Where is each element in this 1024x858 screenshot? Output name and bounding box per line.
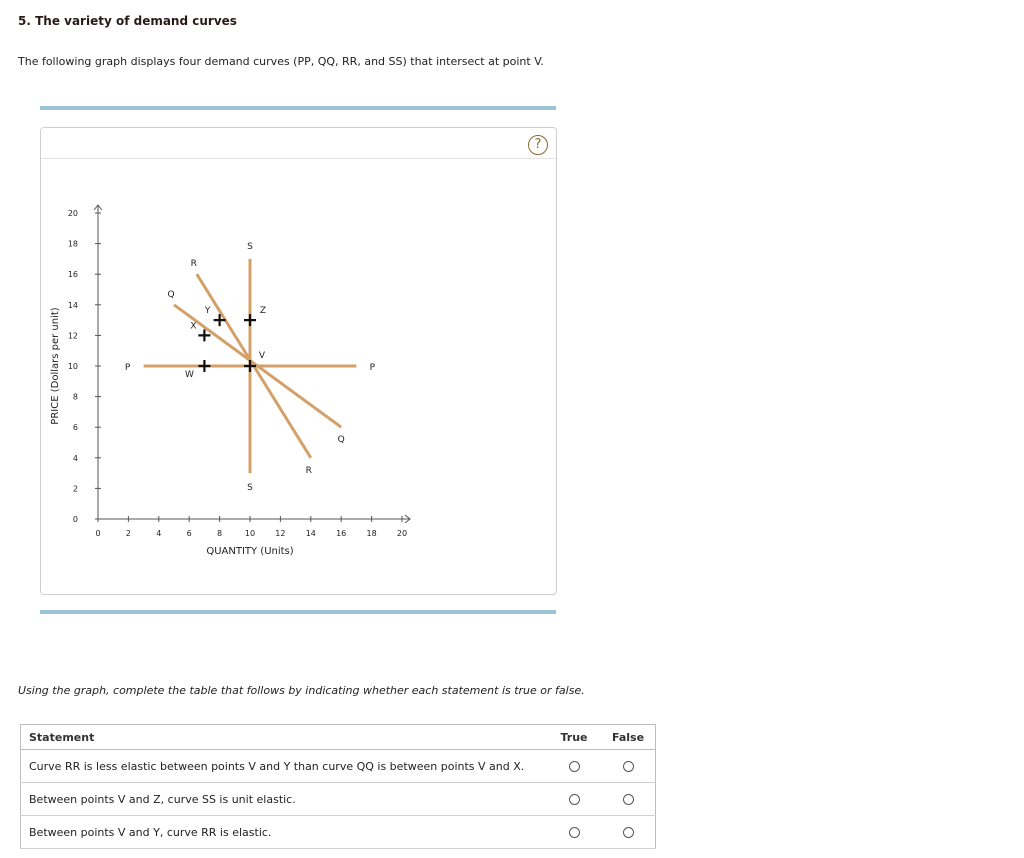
- x-tick-label: 0: [95, 529, 101, 538]
- y-tick-label: 8: [72, 392, 78, 402]
- x-tick-label: 12: [275, 529, 286, 538]
- y-tick-label: 2: [72, 484, 78, 494]
- y-tick-label: 0: [72, 515, 78, 524]
- table-row: [21, 816, 656, 849]
- curve-label: S: [247, 241, 253, 252]
- y-tick-label: 14: [67, 300, 78, 310]
- false-radio[interactable]: [623, 827, 634, 838]
- table-instruction: Using the graph, complete the table that follows by indicating whether each statement is true or false.: [18, 684, 585, 697]
- statement-header: Statement: [21, 725, 548, 750]
- point-label: Z: [259, 306, 267, 317]
- y-tick-label: 20: [67, 209, 78, 218]
- x-tick-label: 20: [396, 529, 408, 538]
- curve-label: P: [124, 363, 131, 373]
- false-radio[interactable]: [623, 794, 634, 805]
- x-tick-label: 4: [156, 529, 162, 538]
- false-header: False: [601, 725, 656, 750]
- point-marker-w: [198, 360, 210, 372]
- point-label: X: [190, 321, 197, 332]
- curve-label: Q: [337, 435, 345, 446]
- x-tick-label: 14: [305, 529, 316, 538]
- statement-text: Between points V and Y, curve RR is elastic.: [21, 816, 548, 849]
- curve-label: Q: [167, 289, 175, 300]
- y-tick-label: 18: [67, 239, 78, 249]
- x-axis-label: QUANTITY (Units): [206, 546, 294, 557]
- y-tick-label: 12: [67, 331, 78, 341]
- table-header-row: [21, 725, 656, 750]
- y-tick-label: 16: [67, 270, 78, 280]
- statement-table: [20, 724, 656, 849]
- y-tick-label: 6: [72, 423, 78, 433]
- demand-curves-chart: [41, 128, 556, 594]
- point-label: W: [184, 370, 194, 380]
- y-tick-label: 4: [72, 453, 78, 463]
- y-axis-label: PRICE (Dollars per unit): [50, 307, 61, 425]
- bottom-divider: [40, 610, 556, 614]
- point-label: V: [258, 351, 266, 361]
- curve-label: R: [190, 259, 197, 270]
- true-radio[interactable]: [569, 827, 580, 838]
- curve-label: P: [369, 363, 376, 373]
- curve-label: S: [247, 483, 253, 494]
- true-header: True: [547, 725, 601, 750]
- false-radio[interactable]: [623, 761, 634, 772]
- x-tick-label: 10: [244, 529, 256, 538]
- curve-label: R: [305, 465, 312, 476]
- x-tick-label: 2: [125, 529, 131, 538]
- help-button[interactable]: ?: [528, 135, 548, 155]
- y-tick-label: 10: [67, 362, 78, 371]
- top-divider: [40, 106, 556, 110]
- table-row: [21, 750, 656, 783]
- statement-text: Curve RR is less elastic between points V and Y than curve QQ is between points V and X.: [21, 750, 548, 783]
- table-row: [21, 783, 656, 816]
- x-tick-label: 8: [217, 529, 223, 538]
- true-radio[interactable]: [569, 794, 580, 805]
- x-tick-label: 6: [186, 529, 192, 538]
- x-tick-label: 18: [366, 529, 377, 538]
- true-radio[interactable]: [569, 761, 580, 772]
- question-intro: The following graph displays four demand curves (PP, QQ, RR, and SS) that intersect at point V.: [18, 55, 544, 68]
- point-label: Y: [204, 306, 211, 317]
- point-marker-z: [244, 314, 256, 326]
- question-title: 5. The variety of demand curves: [18, 14, 237, 28]
- graph-panel: [40, 127, 557, 595]
- statement-text: Between points V and Z, curve SS is unit elastic.: [21, 783, 548, 816]
- x-tick-label: 16: [336, 529, 347, 538]
